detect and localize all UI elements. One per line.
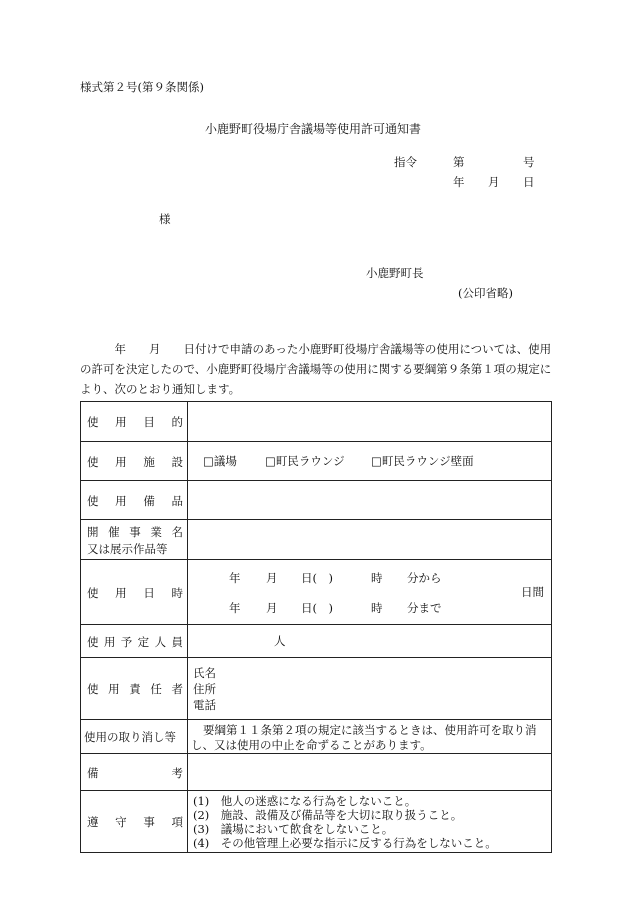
recipient-suffix: 様 xyxy=(159,212,171,226)
row-equipment xyxy=(81,480,551,520)
row-event xyxy=(81,519,551,560)
purpose-label: 使 用 目 的 xyxy=(87,414,183,429)
usage-permit-table xyxy=(80,401,552,853)
days-count-unit: 日間 xyxy=(521,585,544,599)
rule-item: (1) 他人の迷惑になる行為をしないこと。 xyxy=(193,794,417,808)
row-rules xyxy=(81,790,551,853)
cancel-text-line-2: し、又は使用の中止を命ずることがあります。 xyxy=(191,738,432,752)
facility-label: 使 用 施 設 xyxy=(87,454,183,469)
to-day: 日( ) xyxy=(301,601,333,615)
equipment-label: 使 用 備 品 xyxy=(87,493,183,508)
event-label-1: 開 催 事 業 名 xyxy=(87,525,183,539)
row-facility xyxy=(81,441,551,481)
row-purpose xyxy=(81,402,551,441)
row-cancel xyxy=(81,719,551,754)
rule-item: (3) 議場において飲食をしないこと。 xyxy=(193,822,394,836)
from-hour: 時 xyxy=(371,571,383,585)
issuer: 小鹿野町長 xyxy=(366,266,424,280)
reference-dai: 第 xyxy=(453,155,465,169)
to-minute: 分まで xyxy=(407,601,442,615)
rule-item: (4) その他管理上必要な指示に反する行為をしないこと。 xyxy=(193,836,497,850)
manager-phone-label: 電話 xyxy=(193,698,216,712)
date-month: 月 xyxy=(488,175,500,189)
rules-label: 遵 守 事 項 xyxy=(87,815,183,829)
from-month: 月 xyxy=(266,571,278,585)
date-year: 年 xyxy=(453,175,465,189)
intro-paragraph: 年 月 日付けで申請のあった小鹿野町役場庁舎議場等の使用については、使用の許可を決定したので、小鹿野町役場庁舎議場等の使用に関する要綱第９条第１項の規定により、次のとおり通知します。 xyxy=(80,342,552,396)
people-unit: 人 xyxy=(274,634,286,648)
manager-address-label: 住所 xyxy=(193,682,216,696)
form-number: 様式第２号(第９条関係) xyxy=(80,80,204,94)
checkbox-icon xyxy=(265,454,276,468)
to-hour: 時 xyxy=(371,601,383,615)
reference-prefix: 指令 xyxy=(394,155,417,169)
row-datetime xyxy=(81,559,551,625)
row-remarks xyxy=(81,753,551,791)
remarks-label: 備 考 xyxy=(87,765,183,780)
people-label: 使 用 予 定 人 員 xyxy=(87,634,183,649)
cancel-text-line-1: 要綱第１１条第２項の規定に該当するときは、使用許可を取り消 xyxy=(203,723,537,737)
document-title: 小鹿野町役場庁舎議場等使用許可通知書 xyxy=(205,122,422,136)
manager-name-label: 氏名 xyxy=(193,666,216,680)
to-month: 月 xyxy=(266,601,278,615)
facility-option-lounge-wall[interactable]: □ 町民ラウンジ壁面 xyxy=(371,456,474,468)
from-day: 日( ) xyxy=(301,571,333,585)
facility-option-gijo[interactable]: □ 議場 xyxy=(203,456,237,468)
reference-go: 号 xyxy=(523,155,535,169)
row-people xyxy=(81,624,551,658)
checkbox-icon xyxy=(371,454,382,468)
rule-item: (2) 施設、設備及び備品等を大切に取り扱うこと。 xyxy=(193,808,463,822)
cancel-label: 使用の取り消し等 xyxy=(84,730,176,744)
seal-note: (公印省略) xyxy=(458,286,513,300)
event-label-2: 又は展示作品等 xyxy=(87,542,168,556)
facility-option-lounge[interactable]: □ 町民ラウンジ xyxy=(265,456,345,468)
from-minute: 分から xyxy=(407,571,442,585)
date-day: 日 xyxy=(523,175,535,189)
from-year: 年 xyxy=(229,571,241,585)
manager-label: 使 用 責 任 者 xyxy=(87,682,183,696)
datetime-label: 使 用 日 時 xyxy=(87,585,183,600)
checkbox-icon xyxy=(203,454,214,468)
row-manager xyxy=(81,657,551,720)
to-year: 年 xyxy=(229,601,241,615)
